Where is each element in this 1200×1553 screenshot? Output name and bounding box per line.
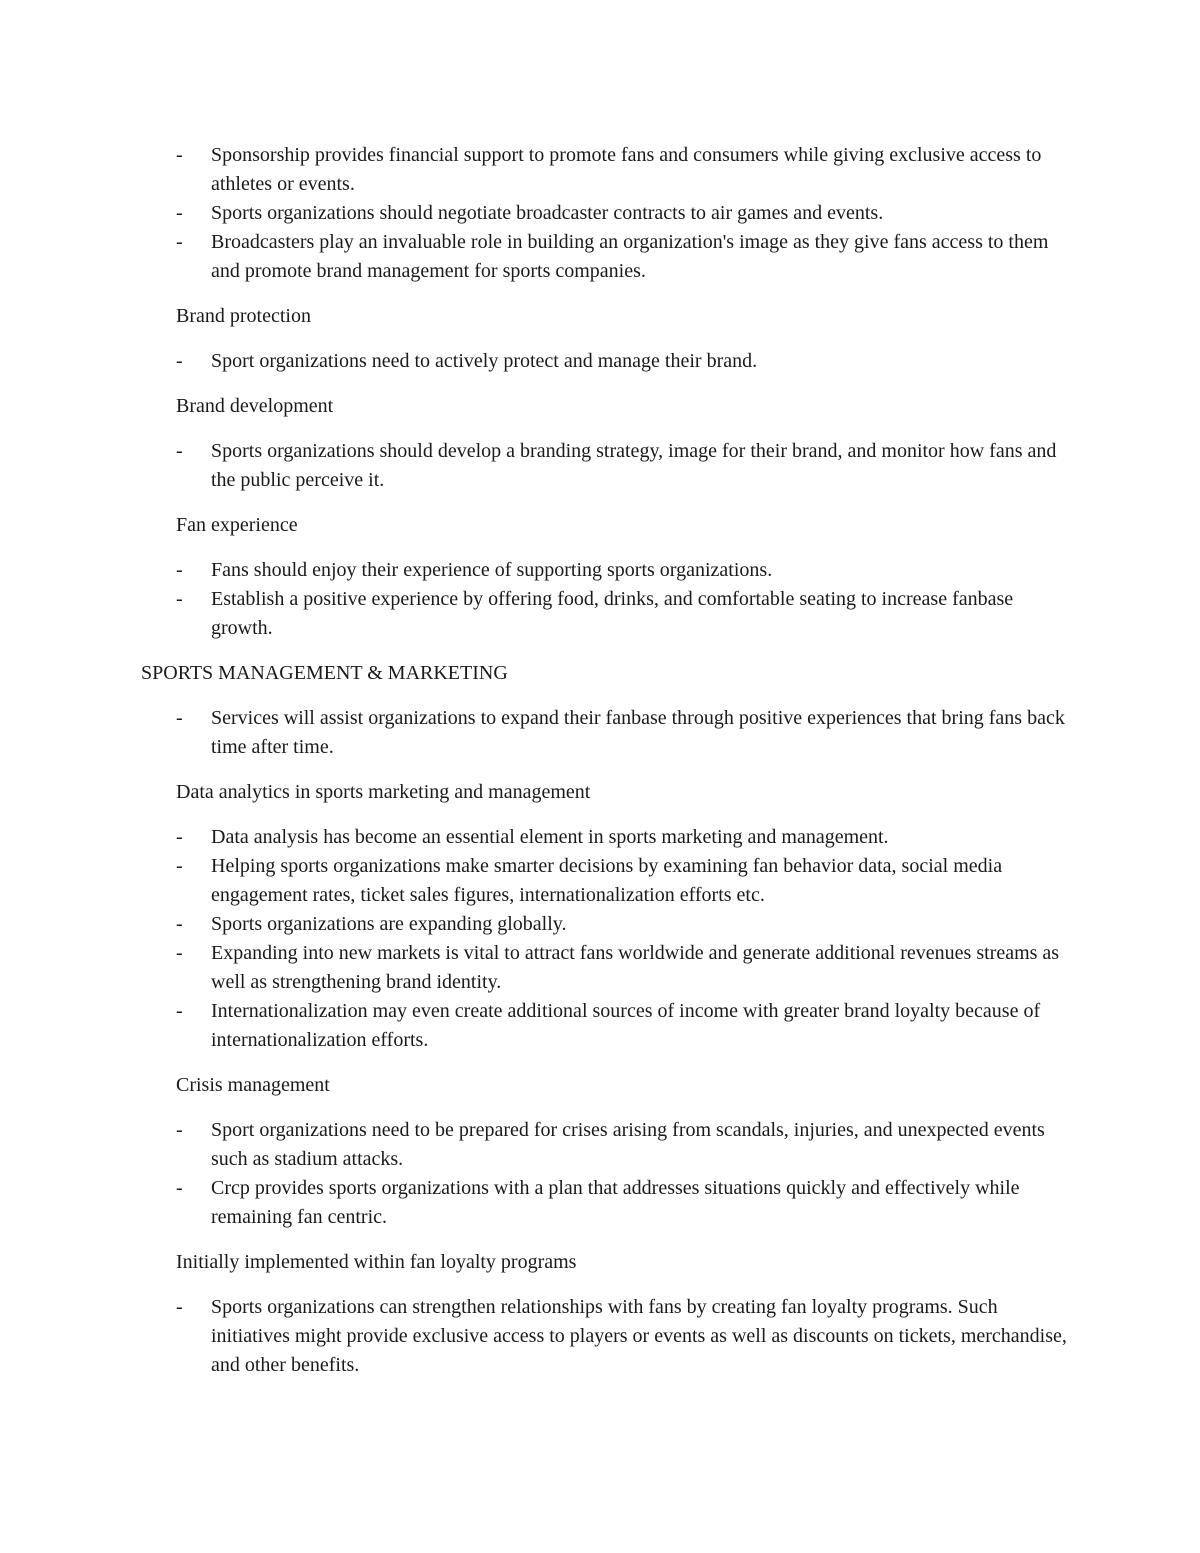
list-item-text: Establish a positive experience by offering food, drinks, and comfortable seating to increase fanbase growth. — [211, 588, 1014, 639]
bullet-list-fan-loyalty — [141, 1293, 1071, 1380]
bullet-list-brand-development — [141, 437, 1071, 495]
list-item — [141, 823, 1071, 852]
bullet-dash: - — [176, 202, 183, 224]
bullet-list-crisis-management — [141, 1116, 1071, 1232]
bullet-dash: - — [176, 440, 183, 462]
list-item-text: Services will assist organizations to expand their fanbase through positive experiences that bring fans back time after time. — [211, 707, 1065, 758]
list-item-text: Sports organizations should negotiate broadcaster contracts to air games and events. — [211, 202, 884, 224]
list-item-text: Sports organizations should develop a branding strategy, image for their brand, and monitor how fans and the public perceive it. — [211, 440, 1057, 491]
list-item-text: Sport organizations need to actively protect and manage their brand. — [211, 350, 758, 372]
bullet-dash: - — [176, 826, 183, 848]
list-item — [141, 556, 1071, 585]
list-item-text: Internationalization may even create additional sources of income with greater brand loyalty because of internationalization efforts. — [211, 1000, 1041, 1051]
list-item — [141, 1174, 1071, 1232]
list-item-text: Sports organizations are expanding globally. — [211, 913, 567, 935]
list-item — [141, 1116, 1071, 1174]
list-item — [141, 347, 1071, 376]
bullet-dash: - — [176, 1177, 183, 1199]
list-item — [141, 199, 1071, 228]
list-item-text: Expanding into new markets is vital to attract fans worldwide and generate additional revenues streams as well as strengthening brand identity. — [211, 942, 1060, 993]
list-item — [141, 997, 1071, 1055]
bullet-dash: - — [176, 942, 183, 964]
list-item-text: Sport organizations need to be prepared for crises arising from scandals, injuries, and unexpected events such as stadium attacks. — [211, 1119, 1045, 1170]
bullet-list-fan-experience — [141, 556, 1071, 643]
bullet-list-services — [141, 704, 1071, 762]
bullet-list-data-analytics — [141, 823, 1071, 1055]
heading-fan-loyalty: Initially implemented within fan loyalty programs — [176, 1251, 577, 1273]
list-item — [141, 939, 1071, 997]
heading-crisis-management: Crisis management — [176, 1074, 330, 1096]
list-item-text: Helping sports organizations make smarter decisions by examining fan behavior data, social media engagement rates, ticket sales figures, internationalization efforts etc. — [211, 855, 1003, 906]
list-item — [141, 437, 1071, 495]
heading-brand-development: Brand development — [176, 395, 334, 417]
heading-data-analytics: Data analytics in sports marketing and management — [176, 781, 591, 803]
list-item — [141, 852, 1071, 910]
bullet-list-brand-protection — [141, 347, 1071, 376]
bullet-dash: - — [176, 231, 183, 253]
list-item — [141, 585, 1071, 643]
document-body — [141, 141, 1071, 1380]
bullet-dash: - — [176, 144, 183, 166]
list-item — [141, 1293, 1071, 1380]
bullet-dash: - — [176, 1119, 183, 1141]
bullet-dash: - — [176, 559, 183, 581]
section-heading-sports-management: SPORTS MANAGEMENT & MARKETING — [141, 662, 508, 684]
list-item-text: Crcp provides sports organizations with a plan that addresses situations quickly and effectively while remaining fan centric. — [211, 1177, 1020, 1228]
list-item-text: Broadcasters play an invaluable role in building an organization's image as they give fans access to them and promote brand management for sports companies. — [211, 231, 1049, 282]
bullet-list-sponsorship — [141, 141, 1071, 286]
list-item-text: Data analysis has become an essential element in sports marketing and management. — [211, 826, 889, 848]
list-item — [141, 704, 1071, 762]
heading-brand-protection: Brand protection — [176, 305, 311, 327]
list-item — [141, 141, 1071, 199]
list-item-text: Sports organizations can strengthen relationships with fans by creating fan loyalty programs. Such initiatives might provide exclusive access to players or events as well as discounts on tickets, merchandise, and other benefits. — [211, 1296, 1067, 1376]
bullet-dash: - — [176, 913, 183, 935]
list-item — [141, 910, 1071, 939]
bullet-dash: - — [176, 1000, 183, 1022]
list-item-text: Fans should enjoy their experience of supporting sports organizations. — [211, 559, 773, 581]
bullet-dash: - — [176, 350, 183, 372]
bullet-dash: - — [176, 855, 183, 877]
heading-fan-experience: Fan experience — [176, 514, 298, 536]
list-item — [141, 228, 1071, 286]
bullet-dash: - — [176, 707, 183, 729]
bullet-dash: - — [176, 588, 183, 610]
bullet-dash: - — [176, 1296, 183, 1318]
list-item-text: Sponsorship provides financial support to promote fans and consumers while giving exclusive access to athletes or events. — [211, 144, 1042, 195]
